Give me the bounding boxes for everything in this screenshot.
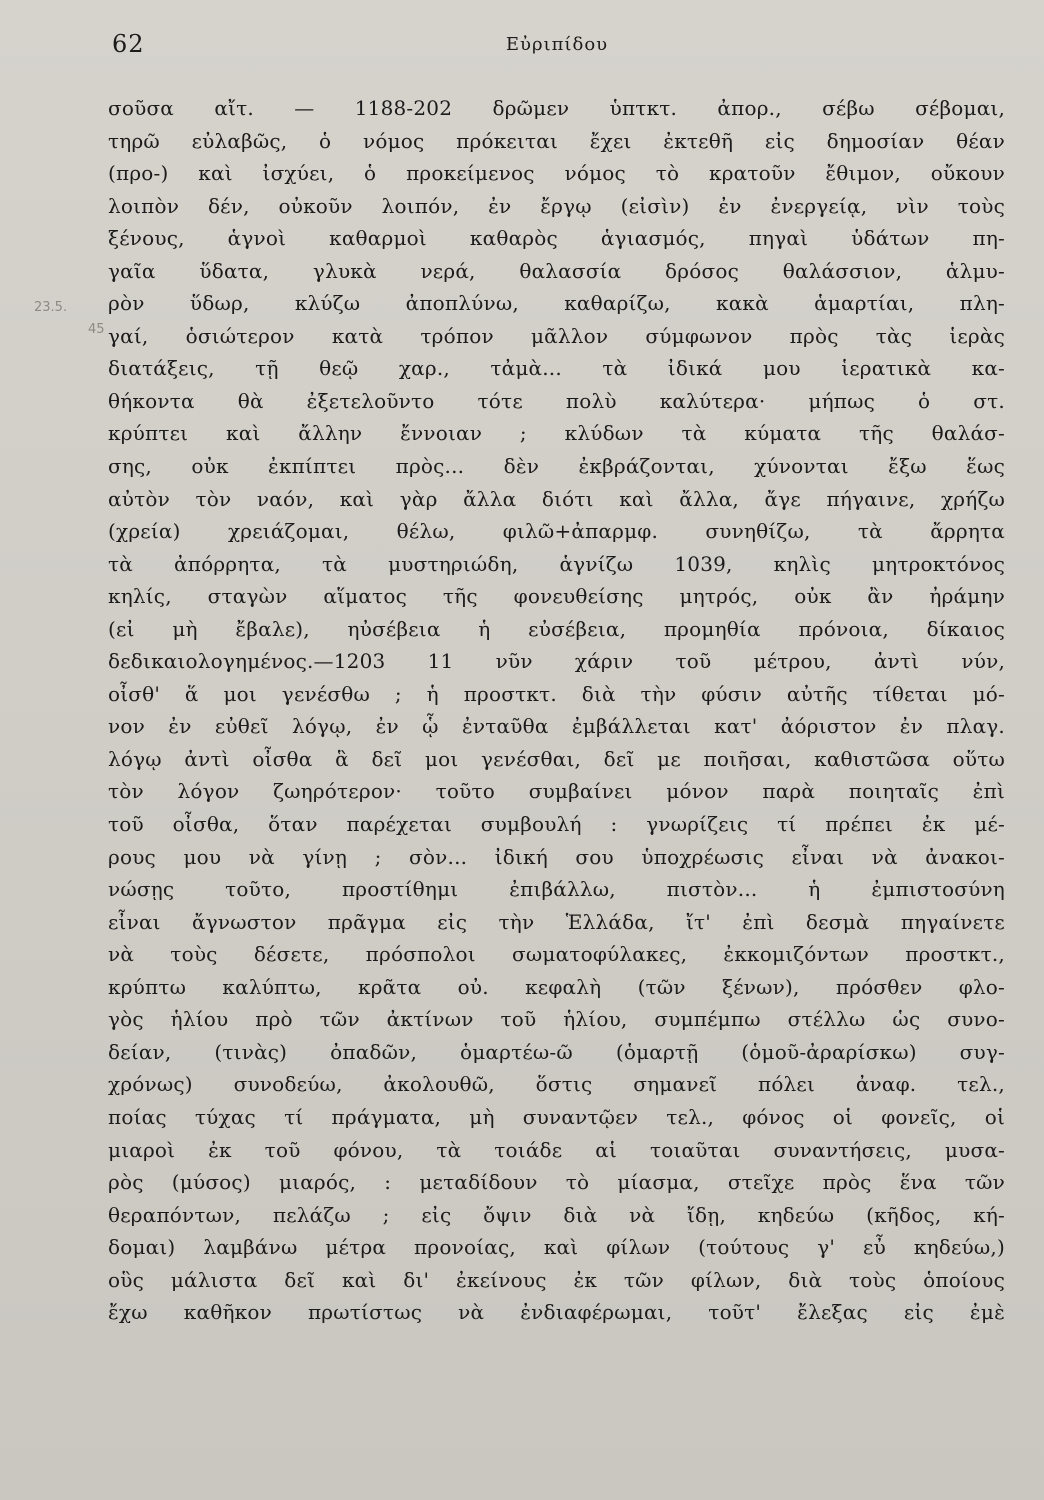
margin-note: 23.5.: [34, 300, 68, 315]
text-line: δείαν, (τινὰς) ὀπαδῶν, ὁμαρτέω-ῶ (ὁμαρτῇ (ὁμοῦ-ἀραρίσκω) συγ-: [108, 1039, 1005, 1064]
text-line: τοῦ οἶσθα, ὅταν παρέχεται συμβουλή : γνωρίζεις τί πρέπει ἐκ μέ-: [108, 812, 1005, 837]
text-line: σης, οὐκ ἐκπίπτει πρὸς... δὲν ἐκβράζονται, χύνονται ἔξω ἕως: [108, 454, 1005, 479]
text-line: θεραπόντων, πελάζω ; εἰς ὄψιν διὰ νὰ ἴδῃ, κηδεύω (κῆδος, κή-: [108, 1202, 1005, 1227]
text-line: νον ἐν εὐθεῖ λόγῳ, ἐν ᾧ ἐνταῦθα ἐμβάλλεται κατ' ἀόριστον ἐν πλαγ.: [108, 714, 1005, 739]
text-line: θήκοντα θὰ ἐξετελοῦντο τότε πολὺ καλύτερα· μήπως ὁ στ.: [108, 388, 1005, 413]
margin-note: 45: [88, 322, 105, 337]
text-line: ρὸν ὕδωρ, κλύζω ἀποπλύνω, καθαρίζω, κακὰ ἁμαρτίαι, πλη-: [108, 291, 1005, 316]
text-line: ρὸς (μύσος) μιαρός, : μεταδίδουν τὸ μίασμα, στεῖχε πρὸς ἕνα τῶν: [108, 1170, 1005, 1195]
text-line: ρους μου νὰ γίνῃ ; σὸν... ἰδική σου ὑποχρέωσις εἶναι νὰ ἀνακοι-: [108, 844, 1005, 869]
text-line: (εἰ μὴ ἔβαλε), ηὐσέβεια ἡ εὐσέβεια, προμηθία πρόνοια, δίκαιος: [108, 616, 1005, 641]
text-line: ξένους, ἁγνοὶ καθαρμοὶ καθαρὸς ἁγιασμός, πηγαὶ ὑδάτων πη-: [108, 226, 1005, 251]
text-line: λοιπὸν δέν, οὐκοῦν λοιπόν, ἐν ἔργῳ (εἰσὶν) ἐν ἐνεργείᾳ, νὶν τοὺς: [108, 193, 1005, 218]
text-line: ἔχω καθῆκον πρωτίστως νὰ ἐνδιαφέρωμαι, τοῦτ' ἔλεξας εἰς ἐμὲ: [108, 1300, 1005, 1325]
text-line: οἶσθ' ἅ μοι γενέσθω ; ἡ προστκτ. διὰ τὴν φύσιν αὐτῆς τίθεται μό-: [108, 681, 1005, 706]
text-line: κρύπτει καὶ ἄλλην ἔννοιαν ; κλύδων τὰ κύματα τῆς θαλάσ-: [108, 421, 1005, 446]
text-line: δεδικαιολογημένος.—1203 11 νῦν χάριν τοῦ μέτρου, ἀντὶ νύν,: [108, 649, 1005, 674]
text-line: δομαι) λαμβάνω μέτρα προνοίας, καὶ φίλων (τούτους γ' εὖ κηδεύω,): [108, 1235, 1005, 1260]
text-line: κηλίς, σταγὼν αἵματος τῆς φονευθείσης μητρός, οὐκ ἂν ἠράμην: [108, 584, 1005, 609]
page-number: 62: [112, 30, 145, 58]
page-header: [112, 24, 1002, 64]
text-line: γαῖα ὕδατα, γλυκὰ νερά, θαλασσία δρόσος θαλάσσιον, ἁλμυ-: [108, 258, 1005, 283]
text-line: ποίας τύχας τί πράγματα, μὴ συναντῷεν τελ., φόνος οἱ φονεῖς, οἱ: [108, 1104, 1005, 1129]
text-line: λόγῳ ἀντὶ οἶσθα ἃ δεῖ μοι γενέσθαι, δεῖ με ποιῆσαι, καθιστῶσα οὕτω: [108, 746, 1005, 771]
text-line: νώσῃς τοῦτο, προστίθημι ἐπιβάλλω, πιστὸν... ἡ ἐμπιστοσύνη: [108, 877, 1005, 902]
text-line: εἶναι ἄγνωστον πρᾶγμα εἰς τὴν Ἑλλάδα, ἴτ' ἐπὶ δεσμὰ πηγαίνετε: [108, 909, 1005, 934]
text-line: οὓς μάλιστα δεῖ καὶ δι' ἐκείνους ἐκ τῶν φίλων, διὰ τοὺς ὁποίους: [108, 1267, 1005, 1292]
text-line: χρόνως) συνοδεύω, ἀκολουθῶ, ὅστις σημανεῖ πόλει ἀναφ. τελ.,: [108, 1072, 1005, 1097]
text-line: διατάξεις, τῇ θεῷ χαρ., τἀμὰ... τὰ ἰδικά μου ἱερατικὰ κα-: [108, 356, 1005, 381]
running-head: Εὐριπίδου: [505, 34, 609, 55]
text-line: τηρῶ εὐλαβῶς, ὁ νόμος πρόκειται ἔχει ἐκτεθῆ εἰς δημοσίαν θέαν: [108, 128, 1005, 153]
text-line: (προ-) καὶ ἰσχύει, ὁ προκείμενος νόμος τὸ κρατοῦν ἔθιμον, οὔκουν: [108, 161, 1005, 186]
text-line: νὰ τοὺς δέσετε, πρόσπολοι σωματοφύλακες, ἐκκομιζόντων προστκτ.,: [108, 942, 1005, 967]
text-line: τὸν λόγον ζωηρότερον· τοῦτο συμβαίνει μόνον παρὰ ποιηταῖς ἐπὶ: [108, 779, 1005, 804]
text-line: κρύπτω καλύπτω, κρᾶτα οὐ. κεφαλὴ (τῶν ξένων), πρόσθεν φλο-: [108, 974, 1005, 999]
text-line: γὸς ἡλίου πρὸ τῶν ἀκτίνων τοῦ ἡλίου, συμπέμπω στέλλω ὡς συνο-: [108, 1007, 1005, 1032]
text-line: σοῦσα αἴτ. — 1188-202 δρῶμεν ὑπτκτ. ἀπορ., σέβω σέβομαι,: [108, 96, 1005, 120]
commentary-text: [108, 92, 1005, 1329]
text-line: τὰ ἀπόρρητα, τὰ μυστηριώδη, ἁγνίζω 1039, κηλὶς μητροκτόνος: [108, 551, 1005, 576]
text-line: μιαροὶ ἐκ τοῦ φόνου, τὰ τοιάδε αἱ τοιαῦται συναντήσεις, μυσα-: [108, 1137, 1005, 1162]
text-line: γαί, ὁσιώτερον κατὰ τρόπον μᾶλλον σύμφωνον πρὸς τὰς ἱερὰς: [108, 323, 1005, 348]
text-line: αὐτὸν τὸν ναόν, καὶ γὰρ ἄλλα διότι καὶ ἄλλα, ἄγε πήγαινε, χρήζω: [108, 486, 1005, 511]
text-line: (χρεία) χρειάζομαι, θέλω, φιλῶ+ἀπαρμφ. συνηθίζω, τὰ ἄρρητα: [108, 519, 1005, 544]
